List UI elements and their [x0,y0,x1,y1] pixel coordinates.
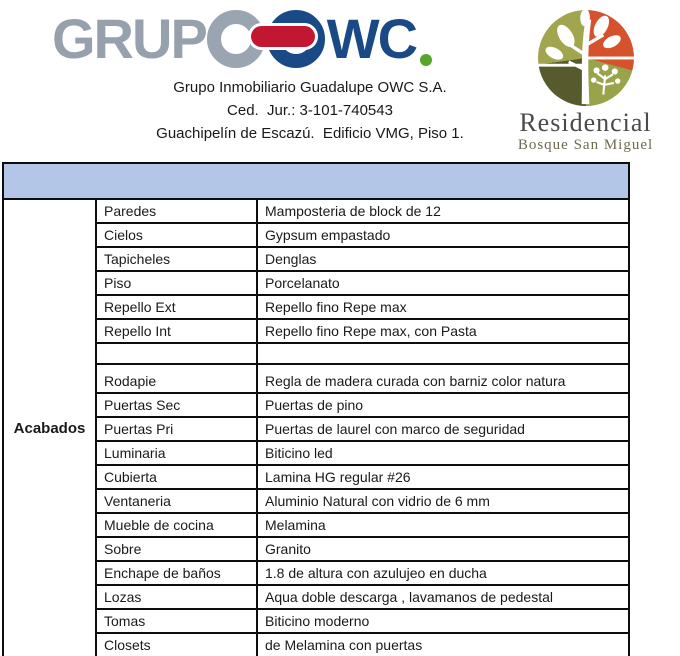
row-label-cell: Puertas Pri [95,418,256,440]
table-row [95,296,628,320]
row-label-cell: Mueble de cocina [95,514,256,536]
row-label-cell: Puertas Sec [95,394,256,416]
row-value-cell: Mamposteria de block de 12 [256,200,628,222]
table-row [95,610,628,634]
row-value-cell: Aluminio Natural con vidrio de 6 mm [256,490,628,512]
table-row [95,490,628,514]
company-name: Grupo Inmobiliario Guadalupe OWC S.A. [173,79,447,96]
row-value-cell: Porcelanato [256,272,628,294]
row-value-cell: Repello fino Repe max, con Pasta [256,320,628,342]
row-label-cell: Paredes [95,200,256,222]
residencial-title: Residencial [519,108,652,137]
row-value-cell: Aqua doble descarga , lavamanos de pedestal [256,586,628,608]
row-label-cell: Sobre [95,538,256,560]
table-row [95,466,628,490]
spec-grid [2,200,630,656]
row-label-cell: Tapicheles [95,248,256,270]
section-header-bar [2,162,630,200]
residencial-subtitle: Bosque San Miguel [517,137,654,153]
red-pill-icon [251,26,315,47]
row-label-cell: Lozas [95,586,256,608]
spec-table [2,162,630,656]
table-row [95,562,628,586]
row-value-cell: Melamina [256,514,628,536]
owc-text: WC [326,7,417,70]
row-label-cell: Enchape de baños [95,562,256,584]
company-ced-jur: Ced. Jur.: 3-101-740543 [227,102,393,119]
company-address: Guachipelín de Escazú. Edificio VMG, Piso 1. [156,125,464,142]
row-label-cell: Cubierta [95,466,256,488]
spec-rows [95,200,630,656]
row-label-cell [95,344,256,363]
row-label-cell: Tomas [95,610,256,632]
row-value-cell [256,344,628,363]
row-value-cell: de Melamina con puertas [256,634,628,656]
grupo-owc-logo [52,6,432,72]
row-label-cell: Ventaneria [95,490,256,512]
row-label-cell: Cielos [95,224,256,246]
letterhead [0,0,680,162]
row-label-cell: Repello Int [95,320,256,342]
row-value-cell: Biticino led [256,442,628,464]
row-value-cell: Lamina HG regular #26 [256,466,628,488]
row-value-cell: Biticino moderno [256,610,628,632]
row-value-cell: Repello fino Repe max [256,296,628,318]
row-value-cell: Regla de madera curada con barniz color natura [256,370,628,392]
spacer-row [95,344,628,365]
row-value-cell: 1.8 de altura con azulujeo en ducha [256,562,628,584]
row-label-cell: Piso [95,272,256,294]
row-value-cell: Denglas [256,248,628,270]
table-row [95,224,628,248]
table-row [95,248,628,272]
row-label-cell: Closets [95,634,256,656]
table-row [95,586,628,610]
table-row [95,320,628,344]
row-value-cell: Gypsum empastado [256,224,628,246]
row-value-cell: Puertas de laurel con marco de seguridad [256,418,628,440]
table-row [95,272,628,296]
table-row [95,634,628,656]
residencial-circle-icon [538,10,634,106]
row-label-cell: Luminaria [95,442,256,464]
green-dot-icon [420,54,432,66]
table-row [95,394,628,418]
row-value-cell: Granito [256,538,628,560]
residencial-logo [503,8,668,154]
company-info [110,76,510,145]
tree-icon [538,10,634,106]
table-row [95,442,628,466]
table-row [95,514,628,538]
table-row [95,418,628,442]
row-label-cell: Repello Ext [95,296,256,318]
acabados-label: Acabados [2,200,95,656]
row-label-cell: Rodapie [95,370,256,392]
row-value-cell: Puertas de pino [256,394,628,416]
table-row [95,200,628,224]
table-row [95,370,628,394]
grupo-text: GRUP [52,7,206,70]
table-row [95,538,628,562]
